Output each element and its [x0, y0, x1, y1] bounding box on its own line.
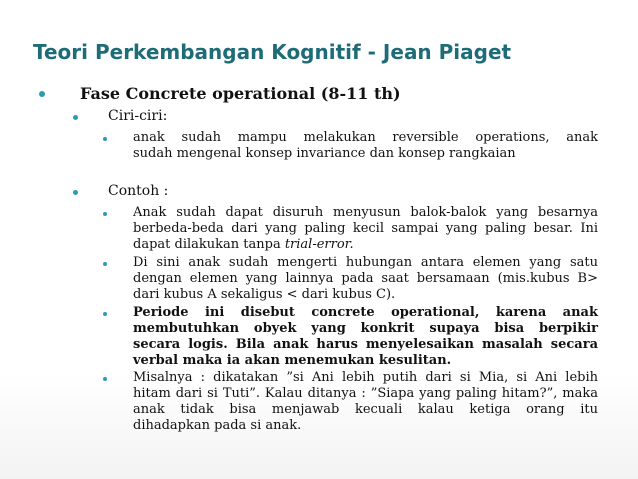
ciri-label: Ciri-ciri: — [108, 108, 168, 124]
text-line: berbeda-beda dari yang paling kecil sampai yang paling besar. Ini — [133, 221, 598, 236]
text-line — [133, 237, 598, 253]
text-line: hitam dari si Tuti”. Kalau ditanya : ”Siapa yang paling hitam?”, maka — [133, 386, 598, 401]
bullet-icon — [103, 137, 107, 141]
text-line: Anak sudah dapat disuruh menyusun balok-balok yang besarnya — [133, 205, 598, 220]
contoh-label: Contoh : — [108, 183, 169, 199]
bullet-icon — [39, 91, 45, 97]
slide-title: Teori Perkembangan Kognitif - Jean Piaget — [33, 40, 512, 64]
text-line: dengan elemen yang lainnya pada saat bersamaan (mis.kubus B> — [133, 271, 598, 286]
text-line: sudah mengenal konsep invariance dan konsep rangkaian — [133, 146, 516, 161]
text-line: dihadapkan pada si anak. — [133, 418, 302, 433]
bullet-icon — [73, 115, 78, 120]
bullet-icon — [103, 262, 107, 266]
text-segment: dapat dilakukan tanpa — [133, 237, 285, 252]
level1-heading: Fase Concrete operational (8-11 th) — [80, 84, 401, 103]
text-line: Misalnya : dikatakan ”si Ani lebih putih dari si Mia, si Ani lebih — [133, 370, 598, 385]
text-line: anak tidak bisa menjawab kecuali kalau ketiga orang itu — [133, 402, 598, 417]
bullet-icon — [73, 190, 78, 195]
text-line: Periode ini disebut concrete operational, karena anak — [133, 305, 598, 320]
ciri-item-1 — [133, 130, 598, 162]
text-line: Di sini anak sudah mengerti hubungan antara elemen yang satu — [133, 255, 598, 270]
text-line: dari kubus A sekaligus < dari kubus C). — [133, 287, 396, 302]
bullet-icon — [103, 312, 107, 316]
italic-term: trial-error. — [284, 237, 354, 252]
contoh-item-1 — [133, 205, 598, 253]
contoh-item-2 — [133, 255, 598, 303]
text-line: membutuhkan obyek yang konkrit supaya bisa berpikir — [133, 321, 598, 336]
contoh-item-3 — [133, 305, 598, 369]
contoh-item-4 — [133, 370, 598, 434]
bullet-icon — [103, 212, 107, 216]
text-line: secara logis. Bila anak harus menyelesaikan masalah secara — [133, 337, 598, 352]
bullet-icon — [103, 377, 107, 381]
text-line: anak sudah mampu melakukan reversible operations, anak — [133, 130, 598, 145]
text-line: verbal maka ia akan menemukan kesulitan. — [133, 353, 452, 368]
